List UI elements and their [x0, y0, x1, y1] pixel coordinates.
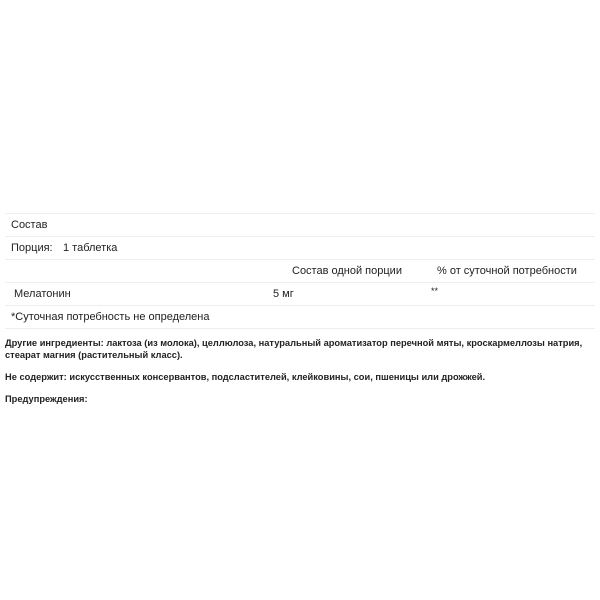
footnote: *Суточная потребность не определена — [11, 311, 210, 323]
column-header-amount: Состав одной порции — [292, 265, 402, 277]
serving-label: Порция: — [11, 242, 53, 254]
table-header-row — [5, 260, 595, 283]
footnote-row — [5, 306, 595, 329]
serving-row — [5, 237, 595, 260]
free-of: Не содержит: искусственных консервантов, подсластителей, клейковины, сои, пшеницы или дрожжей. — [5, 372, 486, 382]
ingredient-amount: 5 мг — [273, 288, 294, 300]
supplement-facts-table — [5, 213, 595, 329]
other-ingredients: Другие ингредиенты: лактоза (из молока), целлюлоза, натуральный ароматизатор перечной мяты, кроскармеллозы натрия, стеарат магния (растительный класс). — [5, 338, 583, 360]
warnings-heading: Предупреждения: — [5, 394, 88, 404]
table-title-row — [5, 214, 595, 237]
table-title: Состав — [11, 219, 48, 231]
product-notes — [5, 337, 595, 415]
column-header-daily-value: % от суточной потребности — [437, 265, 577, 277]
ingredient-name: Мелатонин — [14, 288, 71, 300]
ingredient-daily-value: ** — [431, 286, 439, 296]
serving-value: 1 таблетка — [63, 242, 118, 254]
table-row — [5, 283, 595, 306]
